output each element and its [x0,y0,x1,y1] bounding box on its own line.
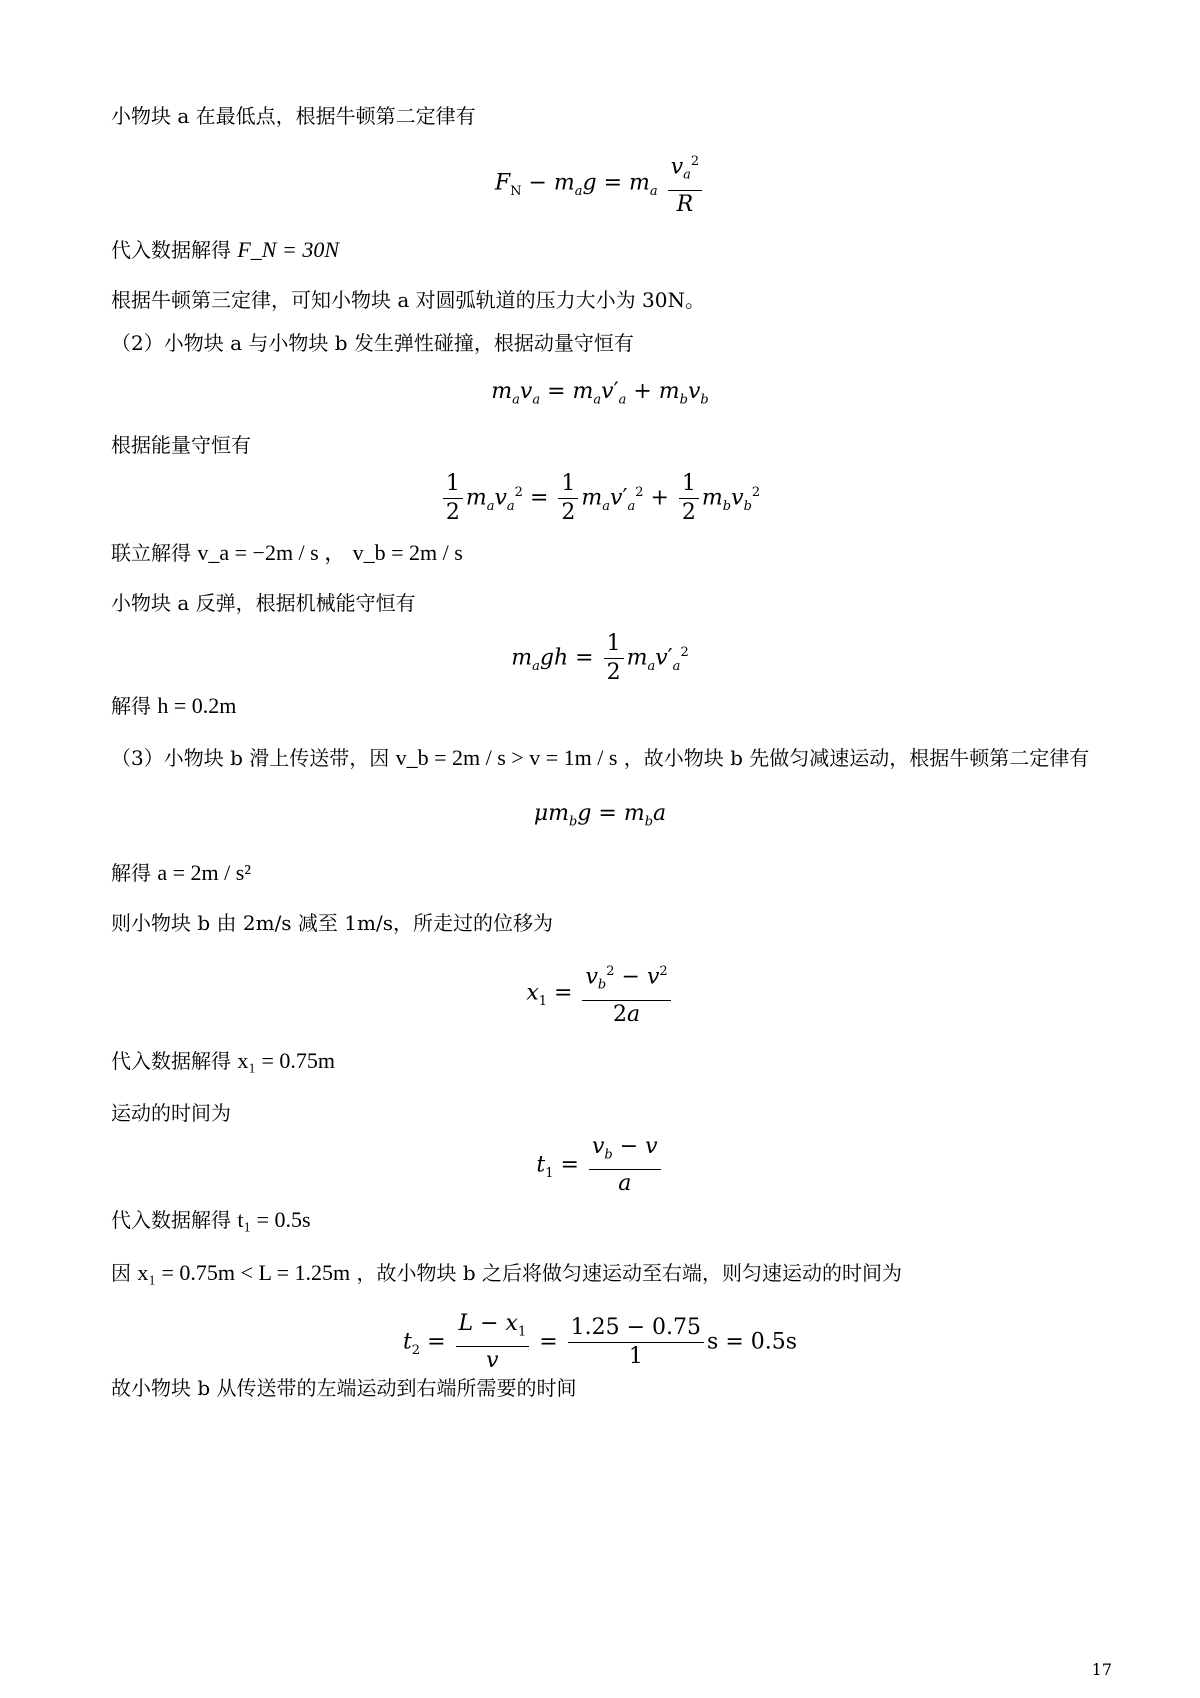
text-line-12: 代入数据解得 x₁ = 0.75m [111,1048,336,1073]
inline-equation-a: a = 2m / s² [157,860,251,885]
text-line-4: （2）小物块 a 与小物块 b 发生弹性碰撞，根据动量守恒有 [111,331,634,355]
inline-equation-vb: v_b = 2m / s [352,540,463,565]
text-line-3: 根据牛顿第三定律，可知小物块 a 对圆弧轨道的压力大小为 30N。 [111,288,705,312]
equation-energy-conservation: $\frac{1}{2}$ $m_av_a^2$ = $\frac{1}{2}$ $m_av'_a^2$ + $\frac{1}{2}$ $m_bv_b^2$ [0,470,1200,527]
inline-equation-x1: x₁ = 0.75m [237,1048,336,1073]
equation-friction-newton: $\mu m_bg = m_ba$ [533,801,667,830]
equation-time-t1: $t_1$ = $\frac{v_b - v}{a}$ [0,1133,1200,1198]
inline-equation-h: h = 0.2m [157,693,237,718]
text-line-8: 解得 h = 0.2m [111,693,237,718]
text-line-11: 则小物块 b 由 2m/s 减至 1m/s，所走过的位移为 [111,911,553,935]
text-line-5: 根据能量守恒有 [111,433,251,457]
text-line-13: 运动的时间为 [111,1101,231,1125]
page-number: 17 [1091,1660,1112,1679]
inline-equation-t1: t₁ = 0.5s [237,1207,311,1232]
equation-momentum-conservation: $m_av_a = m_av'_a + m_bv_b$ [491,379,709,408]
text-line-7: 小物块 a 反弹，根据机械能守恒有 [111,591,416,615]
inline-equation-fn: F_N = 30N [237,237,339,262]
text-line-1: 小物块 a 在最低点，根据牛顿第二定律有 [111,104,476,128]
text-line-6: 联立解得 v_a = −2m / s ， v_b = 2m / s [111,540,463,565]
equation-mechanical-energy: $m_agh$ = $\frac{1}{2}$ $m_av'_a^2$ [511,631,689,685]
text-line-9: （3）小物块 b 滑上传送带，因 v_b = 2m / s > v = 1m / s ，故小物块 b 先做匀减速运动，根据牛顿第二定律有 [111,745,1090,770]
text-line-16: 故小物块 b 从传送带的左端运动到右端所需要的时间 [111,1376,577,1400]
text-line-15: 因 x₁ = 0.75m < L = 1.25m ，故小物块 b 之后将做匀速运动至右端，则匀速运动的时间为 [111,1260,902,1285]
equation-displacement-x1: $x_1$ = $\frac{v_b^2 - v^2}{2a}$ [0,958,1200,1029]
text-line-14: 代入数据解得 t₁ = 0.5s [111,1207,311,1232]
equation-time-t2: $t_2$ = $\frac{L - x_1}{v}$ = $\frac{1.25 - 0.75}{1}$ s = 0.5s [402,1311,798,1374]
text-line-10: 解得 a = 2m / s² [111,860,251,885]
inline-equation-velocity-compare: v_b = 2m / s > v = 1m / s [395,745,618,770]
inline-equation-x1-compare: x₁ = 0.75m < L = 1.25m [137,1260,351,1285]
equation-newton-second-law-bottom: $F_N - m_ag = m_a$ $\frac{v_a^2}{R}$ [0,148,1200,219]
text-line-2: 代入数据解得 F_N = 30N [111,237,339,262]
inline-equation-va: v_a = −2m / s ， [197,540,347,565]
